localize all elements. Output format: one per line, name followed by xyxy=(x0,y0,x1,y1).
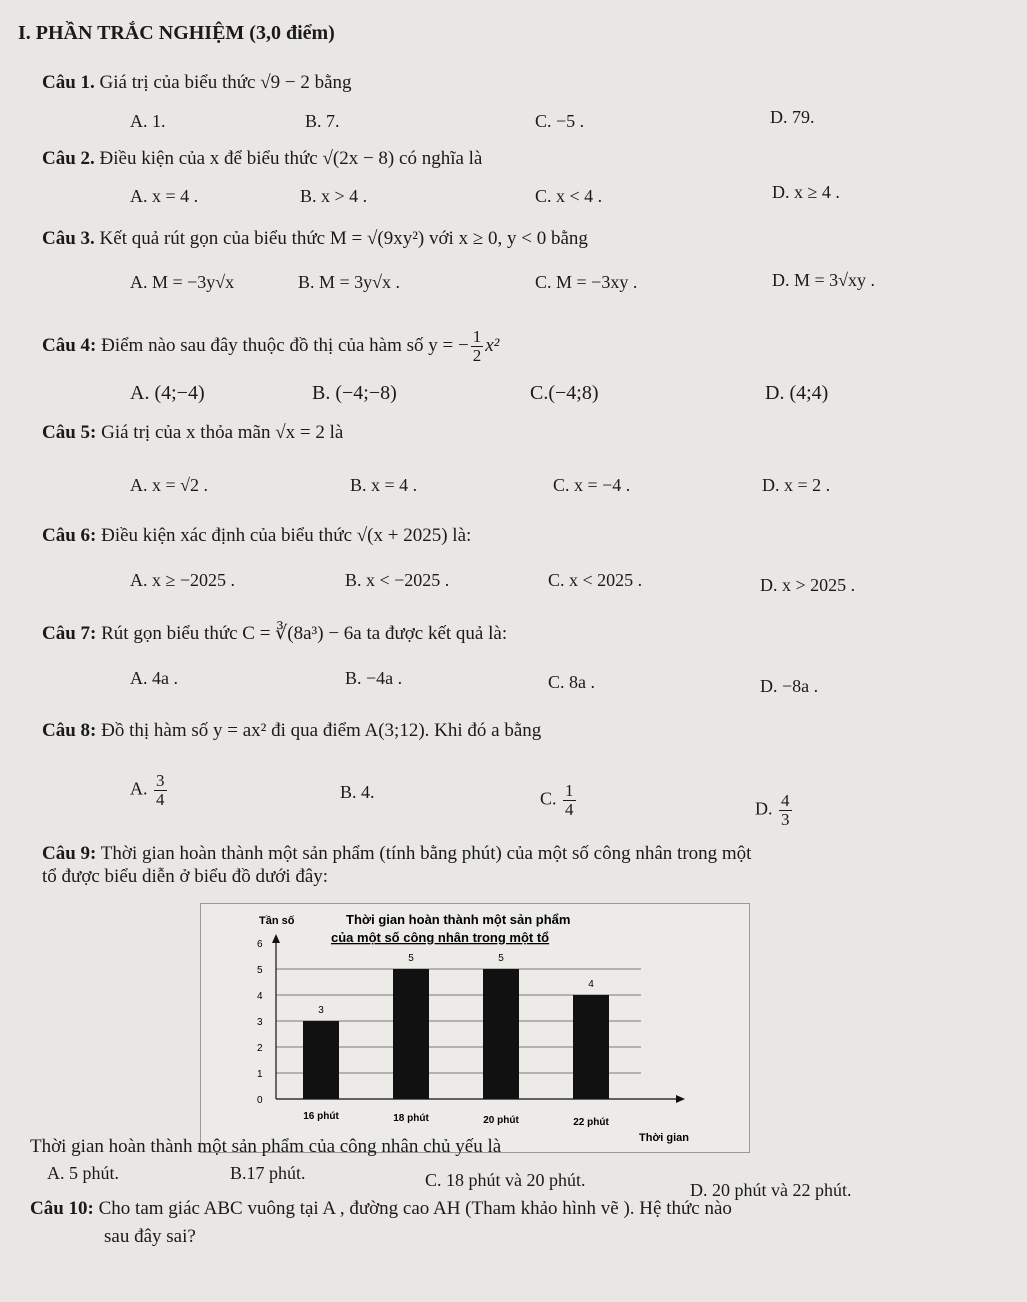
q1-option-d[interactable]: D. 79. xyxy=(770,107,815,127)
question-4: Câu 4: Điểm nào sau đây thuộc đồ thị của hàm số y = − $\frac{1}{2}$ x² xyxy=(42,327,500,365)
q4-option-a[interactable]: A. (4;−4) xyxy=(130,382,205,404)
question-2 xyxy=(42,148,482,170)
x-tick-label: 20 phút xyxy=(483,1115,519,1126)
section-title: I. PHẦN TRẮC NGHIỆM (3,0 điểm) xyxy=(18,22,335,44)
question-10-line2: sau đây sai? xyxy=(104,1226,196,1247)
question-label: Câu 2. xyxy=(42,148,95,169)
question-label: Câu 1. xyxy=(42,72,95,93)
x-tick-label: 16 phút xyxy=(303,1111,339,1122)
question-label: Câu 9: xyxy=(42,843,97,864)
y-tick-label: 6 xyxy=(257,939,263,950)
question-text: Đồ thị hàm số y = ax² đi qua điểm A(3;12). Khi đó a bằng xyxy=(101,720,542,741)
q8-option-b[interactable]: B. 4. xyxy=(340,782,375,802)
question-label: Câu 7: xyxy=(42,623,97,644)
bar xyxy=(573,995,609,1099)
question-text: Thời gian hoàn thành một sản phẩm (tính bằng phút) của một số công nhân trong một xyxy=(100,843,752,864)
chart-subtitle: của một số công nhân trong một tổ xyxy=(331,930,550,945)
question-5 xyxy=(42,422,343,444)
q3-option-b[interactable]: B. M = 3y√x . xyxy=(298,272,401,292)
q2-option-b[interactable]: B. x > 4 . xyxy=(300,186,368,206)
y-tick-label: 2 xyxy=(257,1043,263,1054)
question-label: Câu 8: xyxy=(42,720,97,741)
question-3 xyxy=(42,228,588,250)
question-text: Cho tam giác ABC vuông tại A , đường cao AH (Tham khảo hình vẽ ). Hệ thức nào xyxy=(98,1198,732,1219)
q5-option-d[interactable]: D. x = 2 . xyxy=(762,475,831,495)
q2-option-a[interactable]: A. x = 4 . xyxy=(130,186,199,206)
question-label: Câu 3. xyxy=(42,228,95,249)
bar-chart xyxy=(200,903,750,1153)
q3-option-a[interactable]: A. M = −3y√x xyxy=(130,272,235,292)
y-axis-label: Tần số xyxy=(259,915,295,927)
bar-value-label: 5 xyxy=(498,953,504,964)
q8-option-d[interactable]: D. $\frac{4}{3}$ xyxy=(755,791,790,829)
question-8 xyxy=(42,720,541,742)
y-tick-label: 0 xyxy=(257,1095,263,1106)
question-label: Câu 4: xyxy=(42,334,97,356)
fraction: $\frac{1}{2}$ xyxy=(472,327,482,365)
bar-chart-svg xyxy=(201,904,749,1152)
y-tick-label: 4 xyxy=(257,991,263,1002)
x-tick-label: 18 phút xyxy=(393,1113,429,1124)
q6-option-d[interactable]: D. x > 2025 . xyxy=(760,575,856,595)
q9-option-b[interactable]: B.17 phút. xyxy=(230,1163,306,1183)
y-axis-arrow xyxy=(272,934,280,943)
q6-option-c[interactable]: C. x < 2025 . xyxy=(548,570,643,590)
q3-option-d[interactable]: D. M = 3√xy . xyxy=(772,270,876,290)
question-text: Rút gọn biểu thức C = ∛(8a³) − 6a ta được kết quả là: xyxy=(101,623,508,644)
q6-option-b[interactable]: B. x < −2025 . xyxy=(345,570,450,590)
q9-option-d[interactable]: D. 20 phút và 22 phút. xyxy=(690,1180,852,1200)
q4-option-b[interactable]: B. (−4;−8) xyxy=(312,382,397,404)
q1-option-b[interactable]: B. 7. xyxy=(305,111,340,131)
question-text: Điều kiện xác định của biểu thức √(x + 2025) là: xyxy=(101,525,472,546)
q7-option-d[interactable]: D. −8a . xyxy=(760,676,819,696)
q2-option-d[interactable]: D. x ≥ 4 . xyxy=(772,182,840,202)
q1-option-c[interactable]: C. −5 . xyxy=(535,111,585,131)
question-text: Kết quả rút gọn của biểu thức M = √(9xy²) với x ≥ 0, y < 0 bằng xyxy=(99,228,588,249)
q2-option-c[interactable]: C. x < 4 . xyxy=(535,186,603,206)
q9-option-c[interactable]: C. 18 phút và 20 phút. xyxy=(425,1170,586,1190)
question-9 xyxy=(42,843,751,865)
y-tick-label: 5 xyxy=(257,965,263,976)
question-label: Câu 10: xyxy=(30,1198,94,1219)
bar xyxy=(303,1021,339,1099)
q8-option-c[interactable]: C. $\frac{1}{4}$ xyxy=(540,781,574,819)
q5-option-c[interactable]: C. x = −4 . xyxy=(553,475,631,495)
bar-value-label: 3 xyxy=(318,1005,324,1016)
chart-title: Thời gian hoàn thành một sản phẩm xyxy=(346,912,571,927)
question-9-line2: tổ được biểu diễn ở biểu đồ dưới đây: xyxy=(42,866,329,887)
q7-option-b[interactable]: B. −4a . xyxy=(345,668,403,688)
question-text: Điều kiện của x để biểu thức √(2x − 8) có nghĩa là xyxy=(99,148,483,169)
bar xyxy=(483,969,519,1099)
bar xyxy=(393,969,429,1099)
x-axis-arrow xyxy=(676,1095,685,1103)
x-axis-label: Thời gian xyxy=(639,1132,689,1144)
q7-option-c[interactable]: C. 8a . xyxy=(548,672,595,692)
question-label: Câu 5: xyxy=(42,422,97,443)
question-6 xyxy=(42,525,471,547)
question-1 xyxy=(42,72,352,94)
q7-option-a[interactable]: A. 4a . xyxy=(130,668,178,688)
x-tick-label: 22 phút xyxy=(573,1117,609,1128)
question-text: Giá trị của x thỏa mãn √x = 2 là xyxy=(101,422,344,443)
question-text: Điểm nào sau đây thuộc đồ thị của hàm số y = − xyxy=(101,334,469,356)
q5-option-a[interactable]: A. x = √2 . xyxy=(130,475,209,495)
q9-option-a[interactable]: A. 5 phút. xyxy=(47,1163,119,1183)
y-tick-label: 1 xyxy=(257,1069,263,1080)
q6-option-a[interactable]: A. x ≥ −2025 . xyxy=(130,570,236,590)
question-7 xyxy=(42,622,507,645)
q1-option-a[interactable]: A. 1. xyxy=(130,111,166,131)
question-10 xyxy=(30,1198,732,1220)
q5-option-b[interactable]: B. x = 4 . xyxy=(350,475,418,495)
q4-option-d[interactable]: D. (4;4) xyxy=(765,382,829,404)
question-text: Giá trị của biểu thức √9 − 2 bằng xyxy=(99,72,352,93)
q4-option-c[interactable]: C.(−4;8) xyxy=(530,382,599,404)
q3-option-c[interactable]: C. M = −3xy . xyxy=(535,272,638,292)
y-tick-label: 3 xyxy=(257,1017,263,1028)
q8-option-a[interactable]: A. $\frac{3}{4}$ xyxy=(130,771,165,809)
question-label: Câu 6: xyxy=(42,525,97,546)
question-9-prompt: Thời gian hoàn thành một sản phẩm của công nhân chủ yếu là xyxy=(30,1136,502,1157)
bar-value-label: 4 xyxy=(588,979,594,990)
bar-value-label: 5 xyxy=(408,953,414,964)
